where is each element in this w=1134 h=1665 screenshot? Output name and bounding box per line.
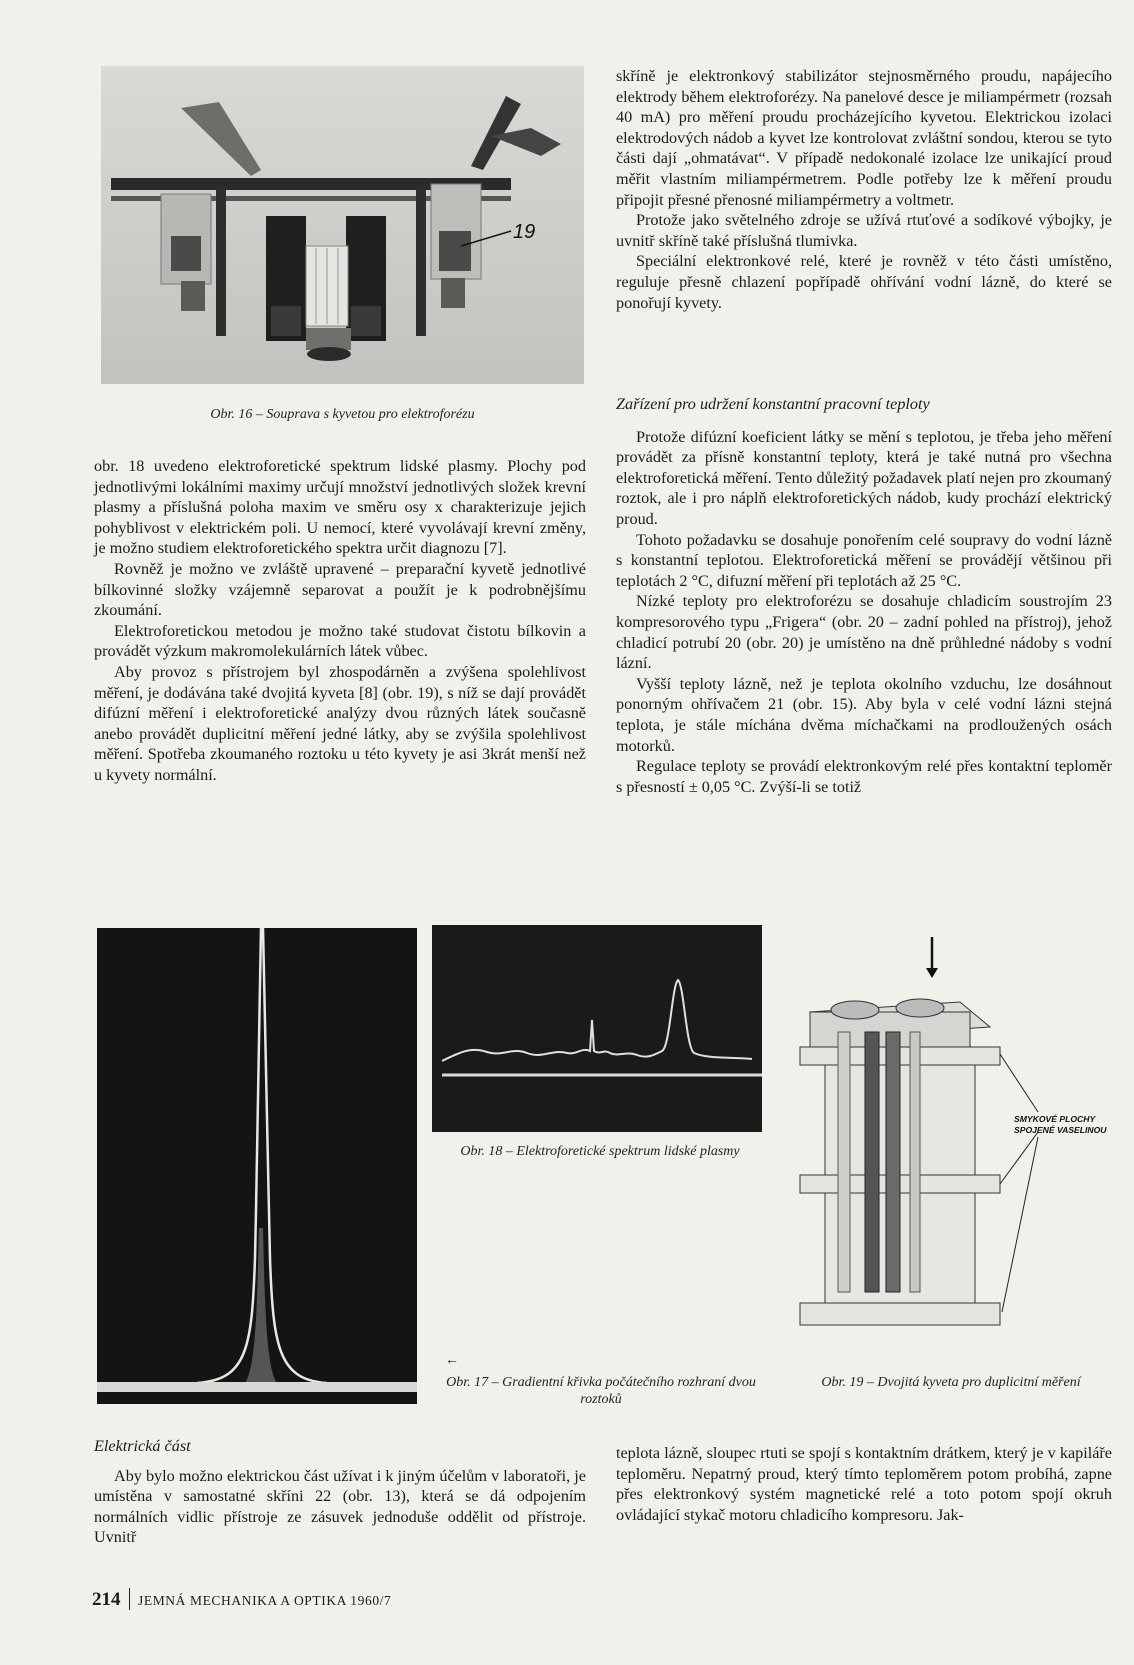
figure-18-image (432, 925, 762, 1132)
figure-16-photo (101, 66, 584, 384)
right-column-top (616, 66, 1112, 313)
figure-19-caption: Obr. 19 – Dvojitá kyveta pro duplicitní měření (821, 1375, 1081, 1390)
paragraph: Aby bylo možno elektrickou část užívat i k jiným účelům v laboratoři, je umístěna v samostatné skříni 22 (obr. 13), která se dá odpojením normálních vidlic přístroje ze zásuvek jednoduše oddělit od přístroje. Uvnitř (94, 1466, 586, 1547)
figure-18-caption: Obr. 18 – Elektroforetické spektrum lidské plasmy (460, 1144, 740, 1159)
paragraph: Tohoto požadavku se dosahuje ponořením celé soupravy do vodní lázně s konstantní teplotou. Elektroforetická měření se provádějí většinou při teplotách 2 °C, difuzní měření při teplotách až 25 °C. (616, 530, 1112, 590)
right-column-bottom (616, 1443, 1112, 1525)
section-heading: Zařízení pro udržení konstantní pracovní teploty (616, 395, 930, 413)
paragraph: skříně je elektronkový stabilizátor stejnosměrného proudu, napájecího elektrody během elektroforézy. Na panelové desce je miliampérmetr (rozsah 40 mA) pro měření proudu procházejícího kyvetou. Elektrickou izolaci elektrodových nádob a kyvet lze kontrolovat zvláštní sondou, kterou se tyto části dají „ohmatávat“. V případě nedokonalé izolace lze unikající proud měřit vlastním miliampérmetrem. Podle potřeby lze k měření proudu připojit přesné přenosné miliampérmetry a voltmetr. (616, 67, 1112, 209)
paragraph: Elektroforetickou metodou je možno také studovat čistotu bílkovin a provádět výzkum makromolekulárních látek vůbec. (94, 621, 586, 661)
paragraph: Protože jako světelného zdroje se užívá rtuťové a sodíkové výbojky, je uvnitř skříně také příslušná tlumivka. (616, 211, 1112, 250)
section-heading: Elektrická část (94, 1437, 191, 1455)
figure-19-drawing (770, 932, 1118, 1372)
paragraph: Vyšší teploty lázně, než je teplota okolního vzduchu, lze dosáhnout ponorným ohřívačem 21 (obr. 15). Aby byla v celé vodní lázni stejná teplota, je stále míchána dvěma míchačkami na prodloužených osách motorků. (616, 674, 1112, 755)
left-column-bottom (94, 1436, 586, 1548)
journal-title: JEMNÁ MECHANIKA A OPTIKA 1960/7 (138, 1593, 392, 1608)
annotation-line-2: SPOJENÉ VASELINOU (1014, 1125, 1107, 1135)
page-number: 214 (92, 1589, 121, 1610)
figure-17-image (97, 928, 417, 1404)
paragraph: Rovněž je možno ve zvláště upravené – preparační kyvetě jednotlivé bílkovinné složky vzájemně separovat a použít je k podrobnějšímu zkoumání. (94, 559, 586, 620)
right-column-mid (616, 394, 1112, 797)
page-footer (92, 1588, 391, 1611)
figure-17-caption: Obr. 17 – Gradientní křivka počátečního rozhraní dvou roztoků (446, 1375, 756, 1407)
annotation-line-1: SMYKOVÉ PLOCHY (1014, 1114, 1096, 1124)
paragraph: Regulace teploty se provádí elektronkovým relé přes kontaktní teploměr s přesností ± 0,05 °C. Zvýší-li se totiž (616, 757, 1112, 796)
paragraph: obr. 18 uvedeno elektroforetické spektrum lidské plasmy. Plochy pod jednotlivými lokálními maximy určují množství jednotlivých složek krevní plasmy a příslušná poloha maxim ve směru osy x charakterizuje jejich pohyblivost v elektrickém poli. U nemocí, které vyvolávají krevní změny, je možno studiem elektroforetického spektra určit diagnozu [7]. (94, 457, 586, 558)
paragraph: Protože difúzní koeficient látky se mění s teplotou, je třeba jeho měření provádět za přísně konstantní teploty, která je také nutná pro všechna elektroforetická měření. Tento důležitý požadavek platí nejen pro zkoumaný roztok, ale i pro náplň elektroforetických nádob, kudy prochází elektrický proud. (616, 427, 1112, 528)
apparatus-illustration (101, 66, 584, 384)
footer-divider (129, 1588, 131, 1610)
paragraph: teplota lázně, sloupec rtuti se spojí s kontaktním drátkem, který je v kapiláře teploměru. Nepatrný proud, který tímto teploměrem potom probíhá, zapne přes elektronkový systém magnetické relé a toto potom spojí okruh ovládající stykač motoru chladicího kompresoru. Jak- (616, 1444, 1112, 1524)
paragraph: Aby provoz s přístrojem byl zhospodárněn a zvýšena spolehlivost měření, je dodávána také dvojitá kyveta [8] (obr. 19), s níž se dají provádět difúzní měření i elektroforetické analýzy dvou různých látek současně anebo provádět duplicitní měření jedné látky, aby se zvýšila spolehlivost měření. Spotřeba zkoumaného roztoku u této kyvety je asi 3krát menší než u kyvety normální. (94, 662, 586, 784)
figure-16-callout-19: 19 (513, 221, 536, 243)
paragraph: Nízké teploty pro elektroforézu se dosahuje chladicím soustrojím 23 kompresorového typu „Frigera“ (obr. 20 – zadní pohled na přístroj), jehož chladicí potrubí 20 (obr. 20) je umístěno na dně průhledné nádoby s vodní lázní. (616, 592, 1112, 673)
left-column-top (94, 456, 586, 786)
paragraph: Speciální elektronkové relé, které je rovněž v této části umístěno, reguluje přesně chlazení popřípadě ohřívání vodní lázně, do které se ponořují kyvety. (616, 252, 1112, 312)
figure-17-arrow: ← (445, 1353, 459, 1368)
figure-16-caption: Obr. 16 – Souprava s kyvetou pro elektroforézu (210, 407, 475, 422)
